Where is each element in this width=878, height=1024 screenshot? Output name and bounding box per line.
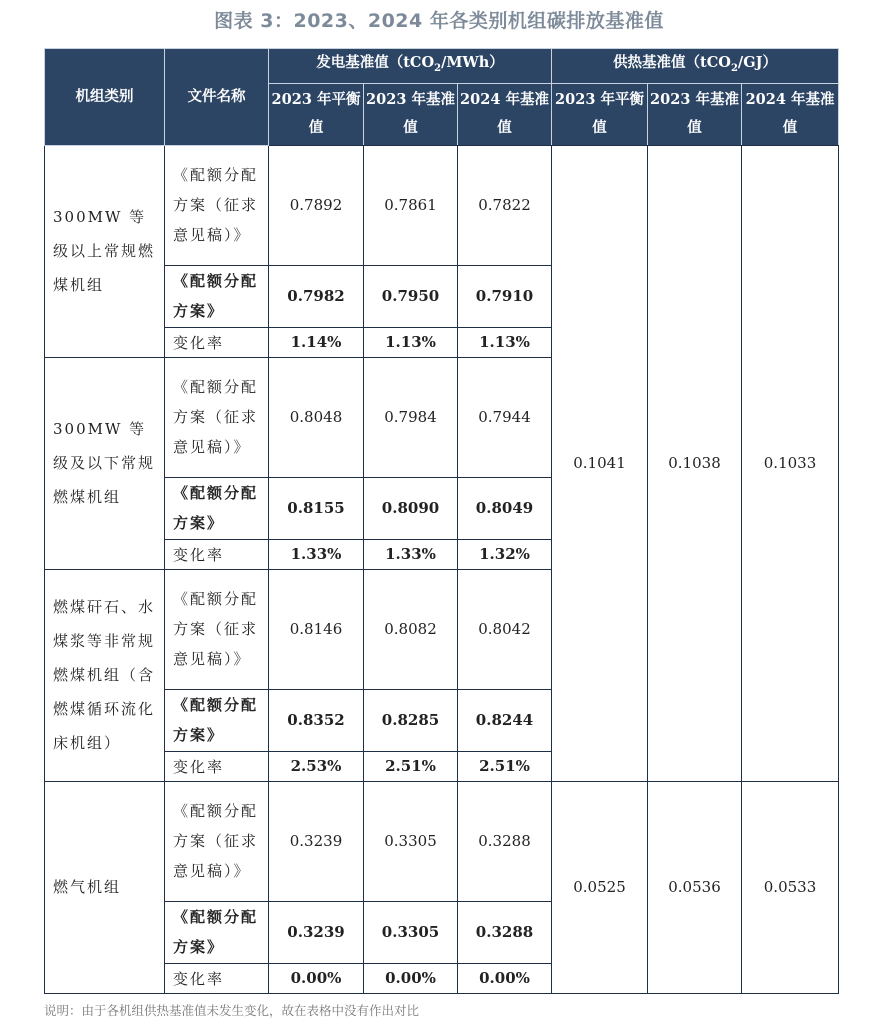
heat-value-cell: 0.1033 [742,145,839,781]
change-cell: 0.00% [458,963,552,993]
header-document: 文件名称 [165,49,269,146]
value-cell: 0.8285 [364,689,458,751]
change-rate-label: 变化率 [165,751,269,781]
doc-final-label: 《配额分配方案》 [165,689,269,751]
change-cell: 2.51% [364,751,458,781]
heat-value-cell: 0.1041 [552,145,648,781]
value-cell: 0.8155 [269,477,364,539]
value-cell: 0.7910 [458,265,552,327]
change-cell: 1.13% [458,327,552,357]
change-cell: 0.00% [364,963,458,993]
table-row [45,781,839,901]
change-cell: 1.32% [458,539,552,569]
value-cell: 0.8146 [269,569,364,689]
doc-draft-label: 《配额分配方案（征求意见稿）》 [165,357,269,477]
doc-draft-label: 《配额分配方案（征求意见稿）》 [165,145,269,265]
value-cell: 0.8090 [364,477,458,539]
header-heat-benchmark: 供热基准值（tCO$_2$/GJ） [552,49,839,84]
header-power-2023-benchmark: 2023 年基准值 [364,83,458,145]
header-power-2023-balance: 2023 年平衡值 [269,83,364,145]
change-cell: 1.14% [269,327,364,357]
doc-final-label: 《配额分配方案》 [165,477,269,539]
value-cell: 0.8049 [458,477,552,539]
doc-final-label: 《配额分配方案》 [165,901,269,963]
category-cell: 燃气机组 [45,781,165,993]
footnote: 说明：由于各机组供热基准值未发生变化，故在表格中没有作出对比 [44,1003,420,1018]
value-cell: 0.3239 [269,781,364,901]
change-cell: 2.53% [269,751,364,781]
change-rate-label: 变化率 [165,963,269,993]
category-cell: 300MW 等级及以下常规燃煤机组 [45,357,165,569]
value-cell: 0.8042 [458,569,552,689]
value-cell: 0.7984 [364,357,458,477]
value-cell: 0.8082 [364,569,458,689]
heat-value-cell: 0.0536 [648,781,742,993]
change-cell: 1.33% [269,539,364,569]
doc-draft-label: 《配额分配方案（征求意见稿）》 [165,569,269,689]
category-cell: 300MW 等级以上常规燃煤机组 [45,145,165,357]
value-cell: 0.7982 [269,265,364,327]
change-rate-label: 变化率 [165,539,269,569]
value-cell: 0.3239 [269,901,364,963]
change-cell: 1.33% [364,539,458,569]
heat-value-cell: 0.1038 [648,145,742,781]
header-category: 机组类别 [45,49,165,146]
change-rate-label: 变化率 [165,327,269,357]
category-cell: 燃煤矸石、水煤浆等非常规燃煤机组（含燃煤循环流化床机组） [45,569,165,781]
value-cell: 0.8048 [269,357,364,477]
value-cell: 0.3305 [364,901,458,963]
figure-title: 图表 3：2023、2024 年各类别机组碳排放基准值 [214,10,664,32]
value-cell: 0.3288 [458,901,552,963]
heat-value-cell: 0.0533 [742,781,839,993]
value-cell: 0.8352 [269,689,364,751]
value-cell: 0.7822 [458,145,552,265]
value-cell: 0.3288 [458,781,552,901]
heat-value-cell: 0.0525 [552,781,648,993]
change-cell: 1.13% [364,327,458,357]
header-heat-2023-benchmark: 2023 年基准值 [648,83,742,145]
value-cell: 0.7950 [364,265,458,327]
value-cell: 0.3305 [364,781,458,901]
doc-final-label: 《配额分配方案》 [165,265,269,327]
change-cell: 0.00% [269,963,364,993]
change-cell: 2.51% [458,751,552,781]
doc-draft-label: 《配额分配方案（征求意见稿）》 [165,781,269,901]
header-heat-2023-balance: 2023 年平衡值 [552,83,648,145]
benchmark-table [44,48,839,994]
header-power-benchmark: 发电基准值（tCO$_2$/MWh） [269,49,552,84]
value-cell: 0.8244 [458,689,552,751]
header-heat-2024-benchmark: 2024 年基准值 [742,83,839,145]
table-row [45,145,839,265]
value-cell: 0.7892 [269,145,364,265]
value-cell: 0.7944 [458,357,552,477]
value-cell: 0.7861 [364,145,458,265]
header-power-2024-benchmark: 2024 年基准值 [458,83,552,145]
